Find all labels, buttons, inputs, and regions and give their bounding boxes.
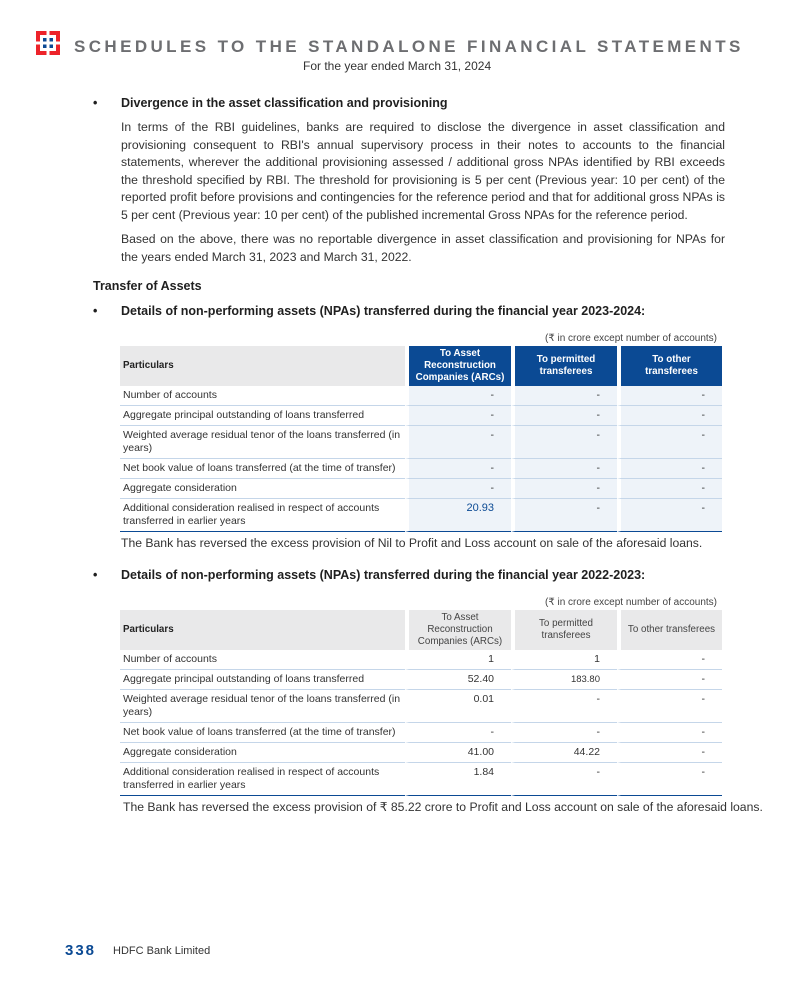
column-header: To Asset Reconstruction Companies (ARCs): [405, 610, 511, 650]
row-label: Additional consideration realised in respect of accounts transferred in earlier years: [120, 763, 405, 796]
bullet-icon: •: [93, 568, 98, 582]
cell-arc: 0.01: [405, 690, 511, 723]
row-label: Aggregate principal outstanding of loans transferred: [120, 670, 405, 690]
table-row: [120, 690, 722, 723]
cell-permitted: -: [511, 426, 617, 459]
table-row: [120, 499, 722, 532]
cell-other: -: [617, 723, 722, 743]
page-title: SCHEDULES TO THE STANDALONE FINANCIAL STATEMENTS: [74, 37, 744, 56]
divergence-paragraph-2: Based on the above, there was no reportable divergence in asset classification and provisioning for NPAs for the years ended March 31, 2023 and March 31, 2022.: [121, 232, 725, 264]
cell-permitted: -: [511, 459, 617, 479]
column-header: To other transferees: [617, 610, 722, 650]
column-header: Particulars: [120, 610, 405, 650]
row-label: Aggregate principal outstanding of loans transferred: [120, 406, 405, 426]
npa-table-2022-2023: [120, 610, 722, 796]
table-row: [120, 763, 722, 796]
cell-other: -: [617, 406, 722, 426]
table-row: [120, 459, 722, 479]
column-header: To Asset Reconstruction Companies (ARCs): [405, 346, 511, 386]
cell-other: -: [617, 690, 722, 723]
row-label: Number of accounts: [120, 650, 405, 670]
hdfc-logo-icon: [36, 31, 60, 55]
table-row: [120, 743, 722, 763]
table-row: [120, 426, 722, 459]
table-header-row: [120, 346, 722, 386]
table1-heading: [93, 304, 645, 318]
footer-company: HDFC Bank Limited: [113, 945, 211, 957]
bullet-icon: •: [93, 96, 98, 110]
bullet-icon: •: [93, 304, 98, 318]
table2-note: The Bank has reversed the excess provision of ₹ 85.22 crore to Profit and Loss account on sale of the aforesaid loans.: [123, 800, 763, 814]
table-row: [120, 723, 722, 743]
table-row: [120, 650, 722, 670]
row-label: Net book value of loans transferred (at the time of transfer): [120, 459, 405, 479]
table-row: [120, 670, 722, 690]
cell-other: -: [617, 650, 722, 670]
row-label: Weighted average residual tenor of the loans transferred (in years): [120, 690, 405, 723]
cell-other: -: [617, 459, 722, 479]
column-header: Particulars: [120, 346, 405, 386]
cell-permitted: -: [511, 690, 617, 723]
cell-arc: 1: [405, 650, 511, 670]
table-row: [120, 386, 722, 406]
cell-arc: 41.00: [405, 743, 511, 763]
cell-permitted: -: [511, 499, 617, 532]
cell-other: -: [617, 426, 722, 459]
cell-arc: -: [405, 723, 511, 743]
row-label: Aggregate consideration: [120, 743, 405, 763]
cell-arc: -: [405, 426, 511, 459]
cell-permitted: -: [511, 479, 617, 499]
divergence-heading-text: Divergence in the asset classification and provisioning: [121, 96, 448, 110]
cell-other: -: [617, 743, 722, 763]
cell-arc: -: [405, 459, 511, 479]
cell-other: -: [617, 670, 722, 690]
cell-permitted: 44.22: [511, 743, 617, 763]
cell-permitted: 1: [511, 650, 617, 670]
cell-arc: -: [405, 479, 511, 499]
table2-unit-note: (₹ in crore except number of accounts): [545, 597, 717, 608]
cell-permitted: -: [511, 763, 617, 796]
table-header-row: [120, 610, 722, 650]
transfer-heading: Transfer of Assets: [93, 279, 202, 293]
cell-permitted: -: [511, 723, 617, 743]
cell-permitted: -: [511, 406, 617, 426]
cell-arc: 1.84: [405, 763, 511, 796]
cell-other: -: [617, 386, 722, 406]
divergence-heading: [93, 96, 447, 110]
row-label: Net book value of loans transferred (at the time of transfer): [120, 723, 405, 743]
column-header: To permitted transferees: [511, 610, 617, 650]
cell-arc: -: [405, 406, 511, 426]
row-label: Number of accounts: [120, 386, 405, 406]
cell-permitted: -: [511, 386, 617, 406]
cell-other: -: [617, 499, 722, 532]
page-number: 338: [65, 942, 97, 959]
table-row: [120, 406, 722, 426]
cell-other: -: [617, 479, 722, 499]
cell-other: -: [617, 763, 722, 796]
table1-note: The Bank has reversed the excess provision of Nil to Profit and Loss account on sale of the aforesaid loans.: [121, 536, 703, 550]
npa-table-2023-2024: [120, 346, 722, 532]
table1-heading-text: Details of non-performing assets (NPAs) transferred during the financial year 2023-2024:: [121, 304, 646, 318]
cell-arc: 20.93: [405, 499, 511, 532]
row-label: Weighted average residual tenor of the loans transferred (in years): [120, 426, 405, 459]
cell-permitted: 183.80: [511, 670, 617, 690]
table2-heading-text: Details of non-performing assets (NPAs) transferred during the financial year 2022-2023:: [121, 568, 646, 582]
table2-heading: [93, 568, 645, 582]
table-row: [120, 479, 722, 499]
cell-arc: 52.40: [405, 670, 511, 690]
page-subtitle: For the year ended March 31, 2024: [303, 59, 492, 73]
divergence-paragraph-1: In terms of the RBI guidelines, banks are required to disclose the divergence in asset classification and provisioning consequent to RBI's annual supervisory process in their notes to accounts to the financial statements, wherever the additional provisioning assessed / additional gross NPAs identified by RBI exceeds the threshold specified by RBI. The threshold for provisioning is 5 per cent (Previous year: 10 per cent) of the reported profit before provisions and contingencies for the reference period and that for additional gross NPAs is 5 per cent (Previous year: 10 per cent) of the published incremental Gross NPAs for the reference period.: [121, 120, 725, 222]
column-header: To other transferees: [617, 346, 722, 386]
table1-unit-note: (₹ in crore except number of accounts): [545, 333, 717, 344]
column-header: To permitted transferees: [511, 346, 617, 386]
cell-arc: -: [405, 386, 511, 406]
row-label: Additional consideration realised in respect of accounts transferred in earlier years: [120, 499, 405, 532]
row-label: Aggregate consideration: [120, 479, 405, 499]
